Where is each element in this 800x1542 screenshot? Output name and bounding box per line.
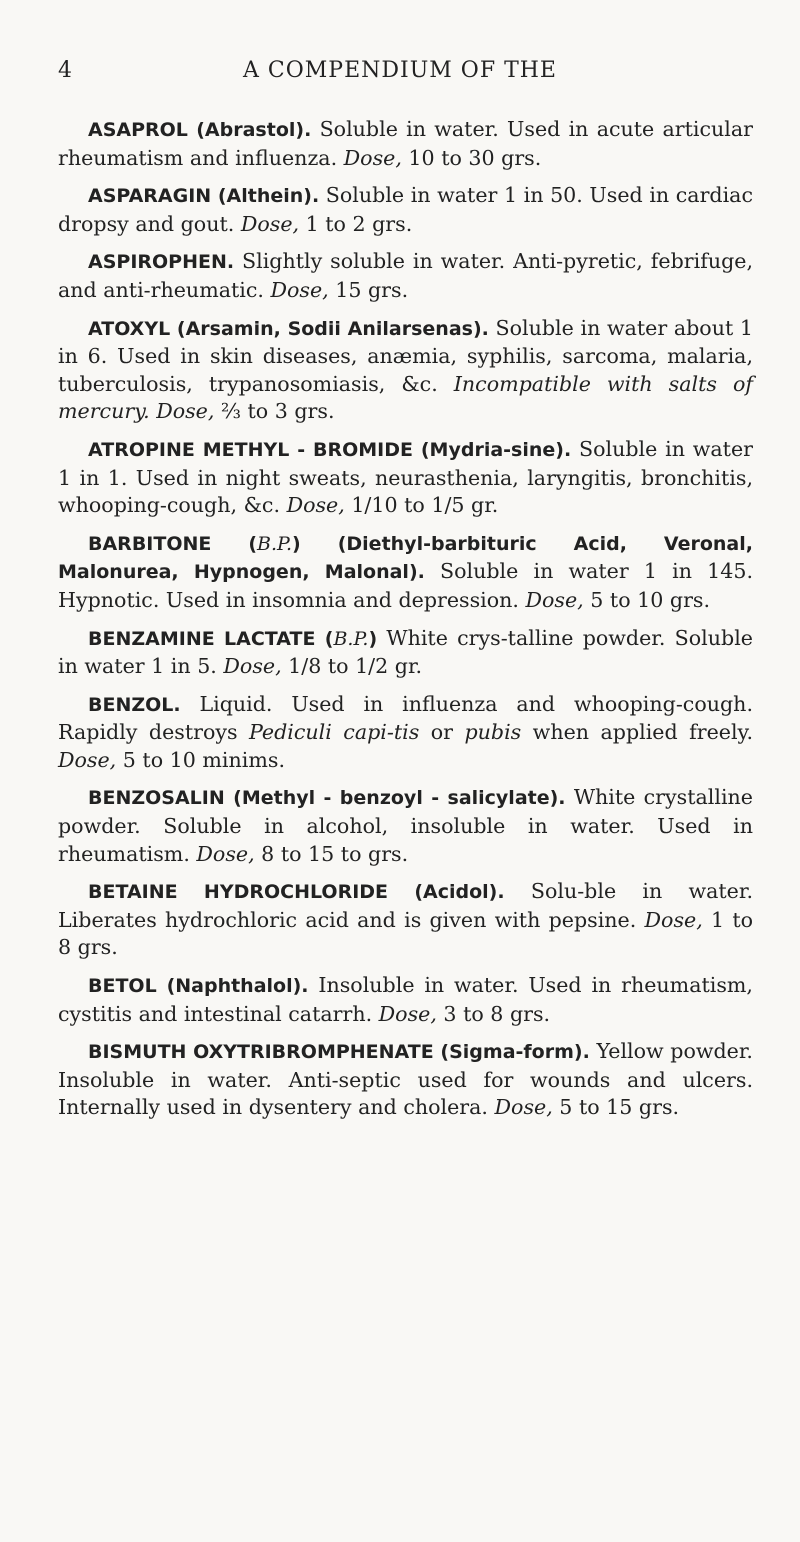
dose-label: Dose,: [644, 907, 703, 932]
entry-text: Soluble in water 1 in 145. Hypnotic. Used in insomnia and depression.: [58, 559, 753, 612]
dose-value: 5 to 10 minims.: [116, 747, 285, 772]
dose-label: Dose,: [196, 841, 255, 866]
entry-text: Yellow powder. Insoluble in water. Anti-septic used for wounds and ulcers. Internally used in dysentery and cholera.: [58, 1039, 753, 1120]
entry-heading: BARBITONE (B.P.) (Diethyl-barbituric Acid, Veronal, Malonurea, Hypnogen, Malonal).: [58, 532, 753, 584]
entry-benzol: BENZOL. Liquid. Used in influenza and whooping-cough. Rapidly destroys Pediculi capi-tis or pubis when applied freely. Dose, 5 to 10 minims.: [58, 691, 753, 772]
dose-value: 1/8 to 1/2 gr.: [281, 654, 423, 679]
entry-text: Liquid. Used in influenza and whooping-cough. Rapidly destroys: [58, 691, 753, 745]
entry-text: White crys-talline powder. Soluble in water 1 in 5.: [58, 625, 753, 679]
entry-heading: BENZOL.: [88, 693, 181, 716]
species-name: Pediculi capi-tis: [249, 720, 420, 745]
dose-value: 1 to 2 grs.: [299, 211, 413, 236]
entry-heading: ATROPINE METHYL - BROMIDE (Mydria-sine).: [88, 438, 572, 461]
entry-betaine-hydrochloride: [58, 878, 753, 962]
dose-label: Dose,: [494, 1095, 553, 1120]
entry-benzosalin: [58, 784, 753, 868]
running-title: A COMPENDIUM OF THE: [243, 58, 557, 83]
entry-atoxyl: [58, 315, 753, 426]
entry-text: Soluble in water about 1 in 6. Used in skin diseases, anæmia, syphilis, sarcoma, malaria, tuberculosis, trypanosomiasis, &c.: [58, 315, 754, 396]
dose-value: 1 to 8 grs.: [58, 907, 754, 960]
dose-label: Dose,: [378, 1001, 437, 1026]
dose-label: Dose,: [525, 587, 584, 612]
running-head: [0, 58, 800, 94]
dose-label: Dose,: [270, 277, 329, 302]
pharmacopoeia-mark: B.P.: [257, 532, 293, 555]
dose-label: Dose,: [223, 654, 282, 679]
entry-text: Soluble in water 1 in 1. Used in night sweats, neurasthenia, laryngitis, bronchitis, whooping-cough, &c.: [58, 436, 753, 518]
entry-text: Insoluble in water. Used in rheumatism, cystitis and intestinal catarrh.: [58, 973, 753, 1026]
dose-value: 8 to 15 to grs.: [254, 841, 409, 866]
dose-value: 15 grs.: [328, 277, 409, 302]
entry-bismuth-oxytribromphenate: [58, 1038, 753, 1122]
entry-heading: BENZAMINE LACTATE (B.P.): [88, 627, 378, 650]
dose-label: Dose,: [343, 145, 402, 170]
entry-text: Soluble in water. Used in acute articular rheumatism and influenza.: [58, 117, 754, 170]
species-name: pubis: [464, 720, 522, 745]
entry-text: Solu-ble in water. Liberates hydrochloric acid and is given with pepsine.: [58, 879, 753, 932]
dose-label: Dose,: [156, 399, 215, 424]
entry-text: Soluble in water 1 in 50. Used in cardiac dropsy and gout.: [58, 183, 753, 236]
dose-label: Dose,: [286, 493, 345, 518]
dose-value: 10 to 30 grs.: [401, 145, 542, 170]
entry-heading: BENZOSALIN (Methyl - benzoyl - salicylate).: [88, 787, 566, 810]
page-body: [58, 116, 753, 1132]
entry-text: White crystalline powder. Soluble in alcohol, insoluble in water. Used in rheumatism.: [58, 785, 753, 866]
pharmacopoeia-mark: B.P.: [333, 627, 369, 650]
dose-value: 5 to 15 grs.: [552, 1095, 680, 1120]
entry-heading: BISMUTH OXYTRIBROMPHENATE (Sigma-form).: [88, 1041, 590, 1064]
incompatibility-note: Incompatible with salts of mercury.: [58, 371, 753, 424]
entry-asparagin: [58, 182, 753, 238]
dose-value: 1/10 to 1/5 gr.: [344, 493, 499, 518]
entry-heading: ASPARAGIN (Althein).: [88, 185, 320, 208]
entry-text: Slightly soluble in water. Anti-pyretic, febrifuge, and anti-rheumatic.: [58, 249, 753, 302]
entry-atropine-methyl-bromide: [58, 436, 753, 520]
dose-value: 3 to 8 grs.: [436, 1001, 551, 1026]
entry-asaprol: [58, 116, 753, 172]
entry-heading: ATOXYL (Arsamin, Sodii Anilarsenas).: [88, 317, 489, 340]
dose-value: 5 to 10 grs.: [583, 587, 711, 612]
entry-heading: ASAPROL (Abrastol).: [88, 119, 312, 141]
dose-label: Dose,: [240, 211, 300, 236]
entry-heading: BETAINE HYDROCHLORIDE (Acidol).: [88, 881, 505, 904]
page-number: 4: [58, 58, 73, 83]
entry-barbitone: [58, 530, 753, 615]
entry-benzamine-lactate: [58, 625, 753, 681]
entry-aspirophen: [58, 248, 753, 304]
dose-value: ⅔ to 3 grs.: [214, 399, 335, 424]
entry-heading: BETOL (Naphthalol).: [88, 975, 309, 998]
entry-betol: [58, 972, 753, 1028]
entry-heading: ASPIROPHEN.: [88, 251, 235, 274]
dose-label: Dose,: [58, 747, 117, 772]
